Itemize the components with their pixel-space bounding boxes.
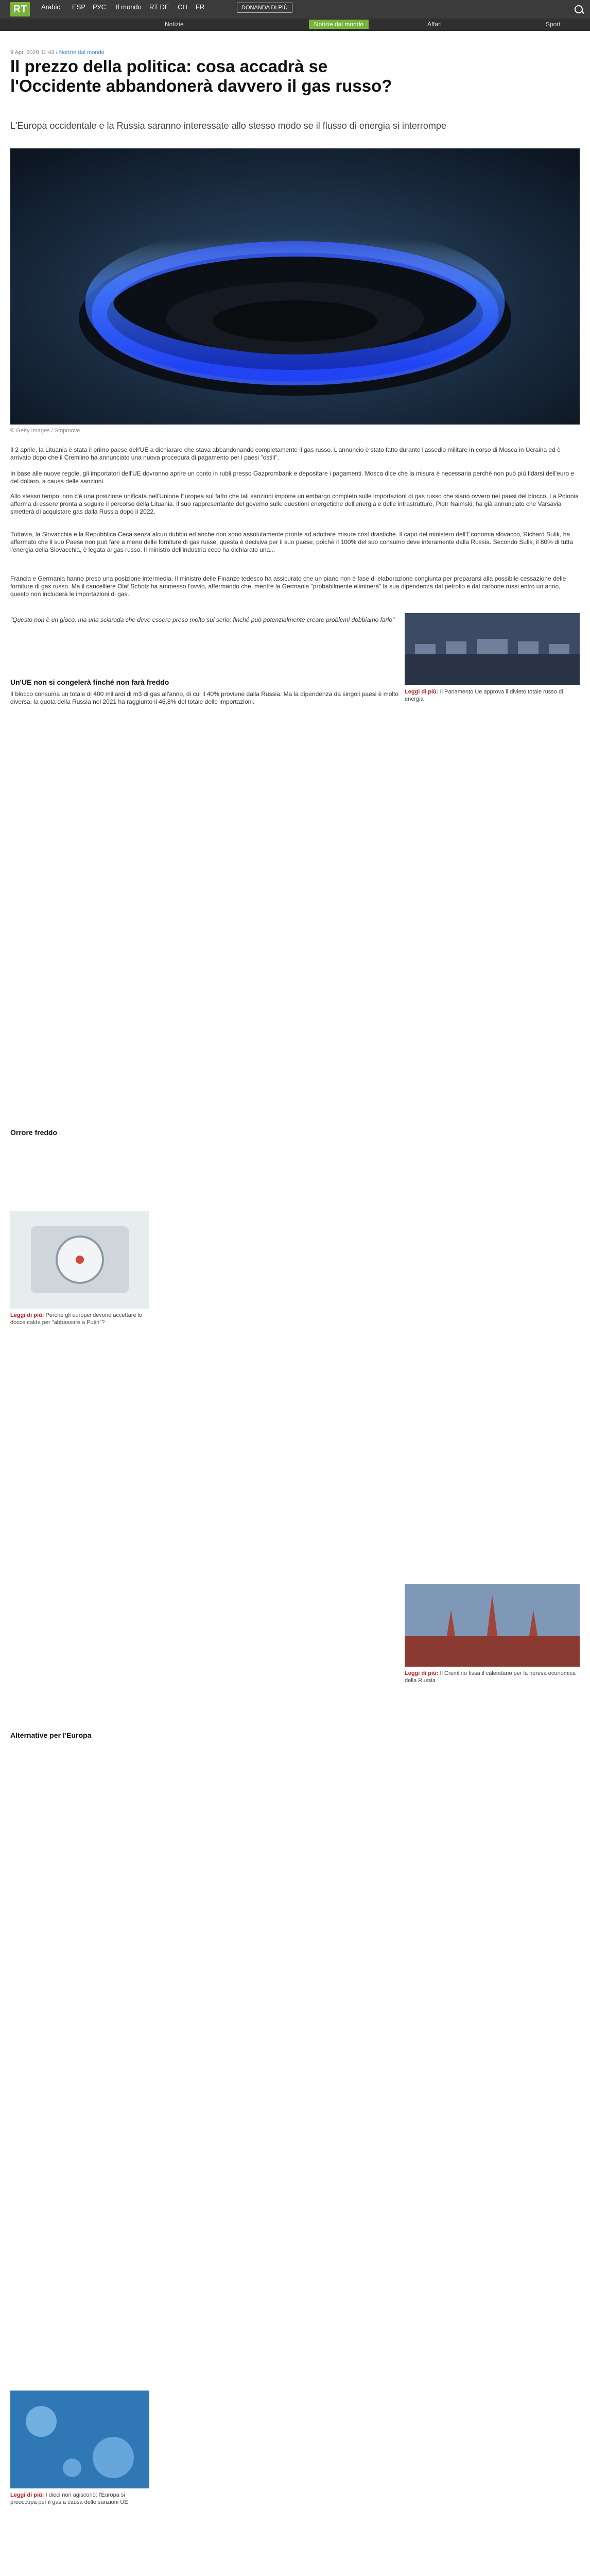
lang-link[interactable]: CH xyxy=(178,3,187,11)
nav-item[interactable]: Affari xyxy=(427,21,442,28)
related-image[interactable] xyxy=(405,613,580,685)
related-title[interactable]: Il Parlamento Ue approva il divieto totale russo di energia xyxy=(405,689,563,702)
hero-image xyxy=(10,148,580,425)
co2-illustration xyxy=(10,2391,149,2488)
nav-item-active[interactable]: Notizie dal mondo xyxy=(309,20,369,29)
article-meta: 9 Apr, 2020 11:43 / Notizie dal mondo xyxy=(10,49,105,56)
top-bar xyxy=(0,0,590,31)
gas-flame-illustration xyxy=(10,148,580,425)
section-heading: Orrore freddo xyxy=(10,1128,58,1137)
related-image[interactable] xyxy=(10,1211,149,1309)
paragraph: In base alle nuove regole, gli importatori dell'UE dovranno aprire un conto in rubli presso Gazprombank e depositare i pagamenti. Mosca dice che la misura è necessaria perché non può più fidarsi dell'euro e del dollaro, a causa delle sanzioni. xyxy=(10,470,575,485)
nav-bar xyxy=(0,19,590,31)
related-title[interactable]: Perché gli europei devono accettare le docce calde per "abbassare a Putin"? xyxy=(10,1312,143,1326)
rt-logo[interactable]: RT xyxy=(10,2,30,16)
kremlin-illustration xyxy=(405,1584,580,1667)
lang-link[interactable]: Il mondo xyxy=(116,3,142,11)
paragraph: Francia e Germania hanno preso una posizione intermedia. Il ministro delle Finanze tedesco ha assicurato che un piano non è fase di elaborazione congiunta per prepararsi alla possibile cessazione delle forniture di gas russo. Ma il cancelliere Olaf Scholz ha ammesso l'ovvio, affermando che, mentre la Germania "probabilmente eliminerà" la sua dipendenza dal petrolio e dal carbone russi entro un anno, questo non includerà le importazioni di gas. xyxy=(10,575,566,598)
related-label: Leggi di più: xyxy=(10,1312,44,1318)
nav-item[interactable]: Notizie xyxy=(165,21,184,28)
parliament-illustration xyxy=(405,613,580,685)
search-icon[interactable] xyxy=(575,5,583,13)
nav-item[interactable]: Sport xyxy=(546,21,561,28)
lang-link[interactable]: Arabic xyxy=(41,3,60,11)
lang-link[interactable]: ESP xyxy=(72,3,86,11)
related-card[interactable] xyxy=(405,1584,580,1684)
paragraph: Tuttavia, la Slovacchia e la Repubblica Ceca senza alcun dubbio ed anche non sono assolutamente pronte ad adottare misure così drastiche. Il capo del ministero dell'Economia slovacco, Richard Sulik, ha affermato che il suo Paese non può fare a meno delle forniture di gas russe, questa è decisiva per il suo paese, poiché il 100% del suo consumo deve interamente dalla Russia. Secondo Sulik, il 80% di tutta l'energia della Slovacchia, è legata al gas russo. Il ministro dell'industria ceco ha dichiarato una... xyxy=(10,531,574,553)
related-card[interactable] xyxy=(10,1211,149,1326)
related-label: Leggi di più: xyxy=(405,1670,439,1676)
lang-link[interactable]: RT DE xyxy=(149,3,169,11)
related-image[interactable] xyxy=(10,2391,149,2488)
related-card[interactable] xyxy=(405,613,580,703)
thermostat-illustration xyxy=(10,1211,149,1309)
lang-link[interactable]: РУС xyxy=(93,3,107,11)
article-date: 9 Apr, 2020 11:43 xyxy=(10,49,55,56)
related-image[interactable] xyxy=(405,1584,580,1667)
paragraph: Il 2 aprile, la Lituania è stata il primo paese dell'UE a dichiarare che stava abbandonando completamente il gas russo. L'annuncio è stato fatto durante l'assedio militare in corso di Mosca in Ucraina ed è arrivato dopo che il Cremlino ha annunciato una nuova procedura di pagamento per i paesi "ostili". xyxy=(10,446,561,461)
related-label: Leggi di più: xyxy=(405,689,439,695)
article-title: Il prezzo della politica: cosa accadrà se l'Occidente abbandonerà davvero il gas russo? xyxy=(10,57,392,95)
quote: "Questo non è un gioco, ma una sciarada che deve essere preso molto sul serio; finché può potenzialmente creare problemi dobbiamo farlo" xyxy=(10,616,395,623)
related-title[interactable]: Il Cremlino fissa il calendario per la ripresa economica della Russia xyxy=(405,1670,576,1684)
paragraph: Allo stesso tempo, non c'è una posizione unificata nell'Unione Europea sul fatto che tali sanzioni imporre un embargo completo sulle importazioni di gas russo che siano ovvero nei paesi del blocco. La Polonia afferma di essere pronta a seguire il percorso della Lituania. Il suo rappresentante del governo sulle questioni energetiche dell'energia e delle infrastrutture, Piotr Naimski, ha già annunciato che Varsavia smetterà di acquistare gas dalla Russia dopo il 2022. xyxy=(10,493,579,515)
section-heading: Alternative per l'Europa xyxy=(10,1731,92,1739)
paragraph: Il blocco consuma un totale di 400 miliardi di m3 di gas all'anno, di cui il 40% proviene dalla Russia. Ma la dipendenza da singoli paesi è molto diversa: la quota della Russia nel 2021 ha raggiunto il 46,8% del totale delle importazioni. xyxy=(10,690,399,705)
lang-link[interactable]: FR xyxy=(196,3,205,11)
related-card[interactable] xyxy=(10,2391,149,2506)
related-title[interactable]: I dieci non agiscono: l'Europa si preoccupa per il gas a causa delle sanzioni UE xyxy=(10,2492,128,2505)
top-bar-row xyxy=(0,0,590,19)
section-heading: Un'UE non si congelerà finché non farà freddo xyxy=(10,678,169,686)
section-link[interactable]: Notizie dal mondo xyxy=(59,49,105,56)
article-lead: L'Europa occidentale e la Russia saranno interessate allo stesso modo se il flusso di energia si interrompe xyxy=(10,121,446,131)
donate-button[interactable]: DONANDA DI PIÙ xyxy=(237,3,292,13)
related-label: Leggi di più: xyxy=(10,2492,44,2498)
hero-caption: © Getty Images / Stopmove xyxy=(10,428,80,434)
